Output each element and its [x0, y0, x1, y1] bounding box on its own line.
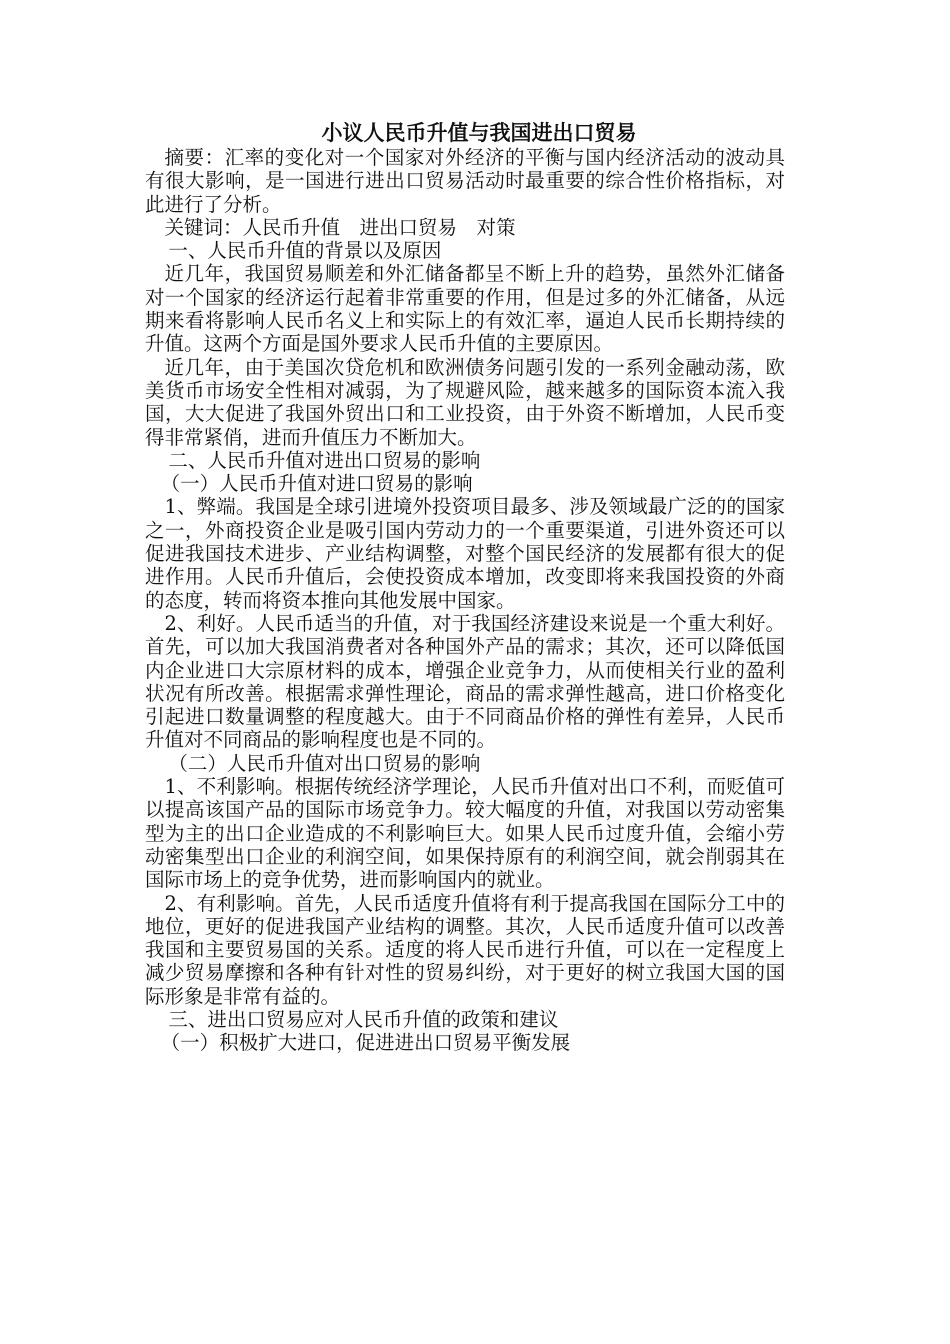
abstract-paragraph: 摘要：汇率的变化对一个国家对外经济的平衡与国内经济活动的波动具有很大影响，是一国进行进出口贸易活动时最重要的综合性价格指标，对此进行了分析。 [145, 146, 785, 216]
subsection-heading: （一）积极扩大进口，促进进出口贸易平衡发展 [160, 1031, 571, 1055]
subsection-heading: （二）人民币升值对出口贸易的影响 [168, 751, 481, 775]
body-paragraph: 近几年，我国贸易顺差和外汇储备都呈不断上升的趋势，虽然外汇储备对一个国家的经济运行起着非常重要的作用，但是过多的外汇储备，从远期来看将影响人民币名义上和实际上的有效汇率，逼迫人民币长期持续的升值。这两个方面是国外要求人民币升值的主要原因。 [145, 262, 785, 356]
document-page [145, 120, 785, 1055]
section-heading-3: 三、进出口贸易应对人民币升值的政策和建议 [168, 1007, 559, 1031]
document-title: 小议人民币升值与我国进出口贸易 [321, 120, 637, 145]
section-heading-2: 二、人民币升值对进出口贸易的影响 [168, 448, 481, 472]
body-paragraph: 2、有利影响。首先，人民币适度升值将有利于提高我国在国际分工中的地位，更好的促进我国产业结构的调整。其次，人民币适度升值可以改善我国和主要贸易国的关系。适度的将人民币进行升值，可以在一定程度上减少贸易摩擦和各种有针对性的贸易纠纷，对于更好的树立我国大国的国际形象是非常有益的。 [145, 891, 785, 1008]
body-paragraph: 近几年，由于美国次贷危机和欧洲债务问题引发的一系列金融动荡，欧美货币市场安全性相对减弱，为了规避风险，越来越多的国际资本流入我国，大大促进了我国外贸出口和工业投资，由于外资不断增加，人民币变得非常紧俏，进而升值压力不断加大。 [145, 355, 785, 449]
subsection-heading: （一）人民币升值对进口贸易的影响 [160, 472, 473, 496]
keywords-line: 关键词：人民币升值 进出口贸易 对策 [164, 215, 516, 239]
body-paragraph: 1、不利影响。根据传统经济学理论，人民币升值对出口不利，而贬值可以提高该国产品的国际市场竞争力。较大幅度的升值，对我国以劳动密集型为主的出口企业造成的不利影响巨大。如果人民币过度升值，会缩小劳动密集型出口企业的利润空间，如果保持原有的利润空间，就会削弱其在国际市场上的竞争优势，进而影响国内的就业。 [145, 775, 785, 892]
section-heading-1: 一、人民币升值的背景以及原因 [168, 239, 442, 263]
body-paragraph: 1、弊端。我国是全球引进境外投资项目最多、涉及领域最广泛的的国家之一，外商投资企业是吸引国内劳动力的一个重要渠道，引进外资还可以促进我国技术进步、产业结构调整，对整个国民经济的发展都有很大的促进作用。人民币升值后，会使投资成本增加，改变即将来我国投资的外商的态度，转而将资本推向其他发展中国家。 [145, 495, 785, 612]
body-paragraph: 2、利好。人民币适当的升值，对于我国经济建设来说是一个重大利好。首先，可以加大我国消费者对各种国外产品的需求；其次，还可以降低国内企业进口大宗原材料的成本，增强企业竞争力，从而使相关行业的盈利状况有所改善。根据需求弹性理论，商品的需求弹性越高，进口价格变化引起进口数量调整的程度越大。由于不同商品价格的弹性有差异，人民币升值对不同商品的影响程度也是不同的。 [145, 611, 785, 752]
